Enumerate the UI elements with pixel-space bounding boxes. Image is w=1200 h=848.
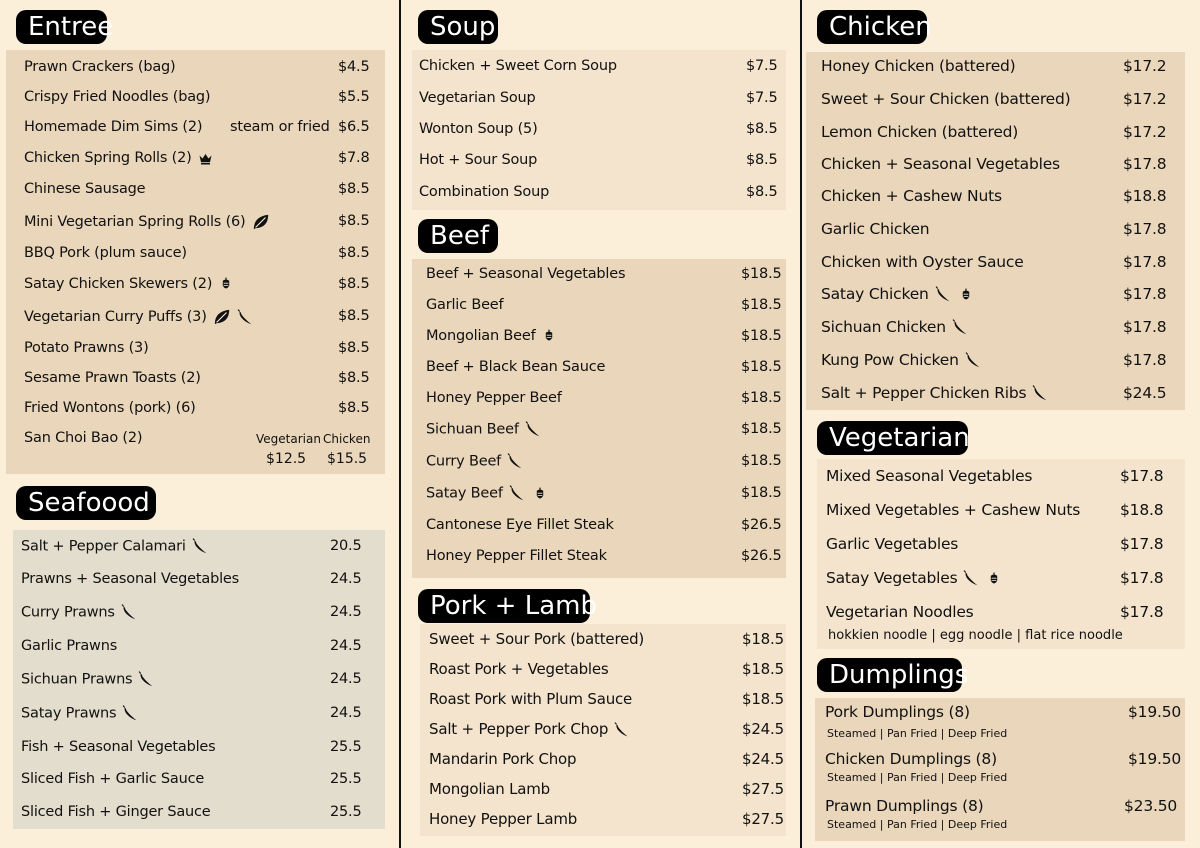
beef-header: Beef (418, 219, 498, 253)
pork-lamb-panel: Sweet + Sour Pork (battered) $18.5 Roast Pork + Vegetables $18.5 Roast Pork with Plum Sauce $18.5 Salt + Pepper Pork Chop $24.5 Mandarin Pork Chop $24.5 Mongolian Lamb $27.5 Honey Pepper Lamb $27.5 (420, 624, 786, 836)
seafood-panel: Salt + Pepper Calamari 20.5 Prawns + Seasonal Vegetables 24.5 Curry Prawns 24.5 Garlic Prawns 24.5 Sichuan Prawns 24.5 Satay Prawns 24.5 Fish + Seasonal Vegetables 25.5 Sliced Fish + Garlic Sauce 25.5 Sliced Fish + Ginger Sauce 25.5 (13, 530, 385, 829)
soup-header: Soup (418, 10, 498, 44)
chilli-icon (935, 286, 952, 303)
column-divider-right (800, 0, 802, 848)
dumplings-panel: Pork Dumplings (8) $19.50 Steamed | Pan Fried | Deep Fried Chicken Dumplings (8) $19.50 Steamed | Pan Fried | Deep Fried Prawn Dumplings (8) $23.50 Steamed | Pan Fried | Deep Fried (815, 698, 1185, 841)
beef-panel: Beef + Seasonal Vegetables $18.5 Garlic Beef $18.5 Mongolian Beef $18.5 Beef + Black Bean Sauce $18.5 Honey Pepper Beef $18.5 Sichuan Beef $18.5 Curry Beef $18.5 Satay Beef $18.5 Cantonese Eye Fillet Steak $26.5 Honey Pepper Fillet Steak $26.5 (412, 259, 786, 578)
chilli-icon (965, 352, 982, 369)
scb-veg-label: Vegetarian (256, 432, 321, 446)
entree-header: Entree (16, 10, 107, 44)
pork-lamb-header: Pork + Lamb (418, 589, 590, 623)
chicken-header: Chicken (817, 10, 927, 44)
vegetarian-panel: Mixed Seasonal Vegetables $17.8 Mixed Vegetables + Cashew Nuts $18.8 Garlic Vegetables $17.8 Satay Vegetables $17.8 Vegetarian Noodles $17.8 hokkien noodle | egg noodle | flat rice noodle (817, 459, 1185, 649)
chilli-icon (952, 319, 969, 336)
dumpling-options: Steamed | Pan Fried | Deep Fried (827, 818, 1008, 831)
seafood-header: Seafoood (16, 486, 156, 520)
chilli-icon (509, 485, 526, 502)
chilli-icon (1032, 385, 1049, 402)
peanut-icon (958, 287, 974, 303)
chilli-icon (122, 705, 139, 722)
chilli-icon (507, 453, 524, 470)
leaf-icon (213, 308, 231, 326)
chilli-icon (525, 421, 542, 438)
chilli-icon (237, 309, 254, 326)
dumplings-header: Dumplings (817, 658, 962, 692)
dumpling-options: Steamed | Pan Fried | Deep Fried (827, 771, 1008, 784)
noodle-options: hokkien noodle | egg noodle | flat rice noodle (828, 628, 1123, 643)
peanut-icon (532, 486, 548, 502)
peanut-icon (541, 328, 557, 344)
column-divider-left (399, 0, 401, 848)
chilli-icon (963, 570, 980, 587)
chicken-panel: Honey Chicken (battered) $17.2 Sweet + Sour Chicken (battered) $17.2 Lemon Chicken (battered) $17.2 Chicken + Seasonal Vegetables $17.8 Chicken + Cashew Nuts $18.8 Garlic Chicken $17.8 Chicken with Oyster Sauce $17.8 Satay Chicken $17.8 Sichuan Chicken $17.8 Kung Pow Chicken $17.8 Salt + Pepper Chicken Ribs $24.5 (806, 52, 1185, 410)
chilli-icon (121, 604, 138, 621)
peanut-icon (986, 571, 1002, 587)
chilli-icon (614, 722, 630, 738)
dumpling-options: Steamed | Pan Fried | Deep Fried (827, 727, 1008, 740)
soup-panel: Chicken + Sweet Corn Soup $7.5 Vegetarian Soup $7.5 Wonton Soup (5) $8.5 Hot + Sour Soup $8.5 Combination Soup $8.5 (412, 50, 786, 210)
leaf-icon (252, 213, 270, 231)
entree-panel: Prawn Crackers (bag) $4.5 Crispy Fried Noodles (bag) $5.5 Homemade Dim Sims (2) steam or fried $6.5 Chicken Spring Rolls (2) $7.8 Chinese Sausage $8.5 Mini Vegetarian Spring Rolls (6) $8.5 BBQ Pork (plum sauce) $8.5 Satay Chicken Skewers (2) $8.5 Vegetarian Curry Puffs (3) $8.5 Potato Prawns (3) $8.5 Sesame Prawn Toasts (2) $8.5 Fried Wontons (pork) (6) $8.5 San Choi Bao (2) Vegetarian Chicken $12.5 $15.5 (6, 50, 385, 474)
scb-chicken-label: Chicken (323, 432, 371, 446)
peanut-icon (218, 276, 234, 292)
vegetarian-header: Vegetarian (817, 421, 968, 455)
chilli-icon (138, 671, 155, 688)
chilli-icon (192, 538, 209, 555)
chef-hat-icon (198, 151, 213, 166)
scb-veg-price: $12.5 (266, 451, 307, 467)
scb-chicken-price: $15.5 (327, 451, 368, 467)
